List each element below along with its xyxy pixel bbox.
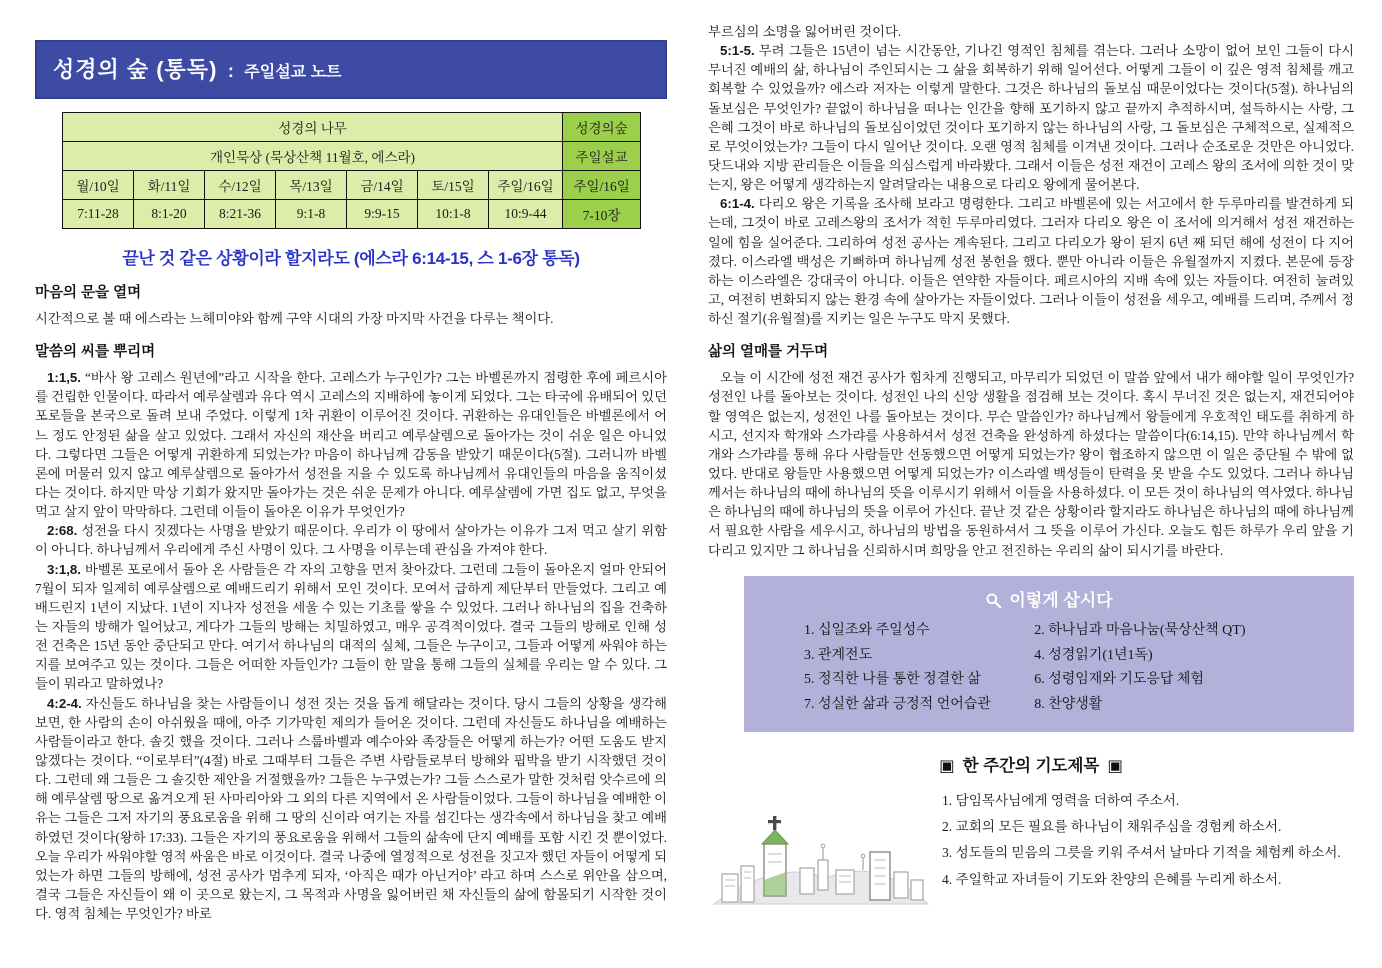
live-box-title-row [744, 586, 1354, 611]
prayer-section [708, 786, 1354, 919]
table-row [63, 142, 641, 171]
prayer-heading [708, 752, 1354, 776]
paragraph-text: “바사 왕 고레스 원년에”라고 시작을 한다. 고레스가 누구인가? 그는 바벨론까지 점령한 후에 페르시아를 건립한 인물이다. 따라서 예루살렘과 유다 역시 고레스의 지배하에 놓이게 되었다. 그는 타국에 유배되어 있던 포로들을 본국으로 돌려 보내 주었다. 이렇게 1차 귀환이 이루어진 것이다. 귀환하는 유대인들은 바벨론에서 어느 정도 안정된 삶을 살고 있었다. 그래서 자신의 재산을 버리고 예루살렘으로 돌아가는 것이 쉬운 일은 아니었다. 그렇다면 그들은 어떻게 귀환하게 되었는가? 마음이 하나님께 감동을 받았기 때문이다(5절). 그러니까 바벨론에 머물러 있지 않고 예루살렘으로 돌아가서 성전을 지을 수 있도록 하나님께서 유대인들의 마음을 움직이셨다는 것이다. 하지만 막상 기회가 왔지만 돌아가는 것은 쉬운 문제가 아니다. 예루살렘에 가면 집도 없고, 무엇을 먹고 살지 앞이 막막하다. 그런데 이들이 돌아온 이유가 무엇인가? [35, 370, 667, 520]
section-heading-open: 마음의 문을 열며 [35, 285, 142, 301]
list-item: 8. 찬양생활 [1034, 697, 1103, 713]
reading-cell: 10:1-8 [418, 200, 489, 229]
day-cell: 수/12일 [205, 171, 276, 200]
day-side-cell: 주일/16일 [563, 171, 641, 200]
section-heading-word: 말씀의 씨를 뿌리며 [35, 344, 156, 361]
square-marker-icon: ▣ [939, 757, 955, 776]
table-row-readings [63, 200, 641, 229]
church-town-illustration [708, 786, 940, 919]
table-row-days [63, 171, 641, 200]
right-column [708, 22, 1354, 919]
prayer-item: 3. 성도들의 믿음의 그릇을 키워 주셔서 날마다 기적을 체험케 하소서. [942, 845, 1341, 861]
paragraph-text: 무려 그들은 15년이 넘는 시간동안, 기나긴 영적인 침체를 겪는다. 그러나 소망이 없어 보인 그들이 다시 무너진 예배의 삶, 하나님이 주인되시는 그 삶을 회복하기 위해 일어선다. 어떻게 그들이 이 깊은 영적 침체를 깨고 회복할 수 있었을까? 에스라 저자는 이렇게 말한다. 그것은 하나님의 돌보심 때문이었다는 것이다(5절). 하나님의 돌보심은 무엇인가? 끝없이 하나님을 떠나는 인간을 향해 포기하지 않고 끝까지 추적하시며, 설득하시는 사랑, 그 은혜 그것이 바로 하나님의 돌보심이었던 것이다 포기하지 않는 하나님의 사랑, 그 돌보심은 구체적으로, 실제적으로 무엇이었는가? 그들이 다시 일어난 것이다. 오랜 영적 침체를 이겨낸 것이다. 그러나 순조로운 것만은 아니었다. 닷드내와 지방 관리들은 이들을 의심스럽게 바라봤다. 그래서 이들은 성전 재건이 고레스 왕의 조서에 의한 것이 맞는지, 왕은 어떻게 생각하는지 알려달라는 내용으로 다리오 왕에게 물어본다. [708, 43, 1354, 193]
sermon-paragraph [35, 368, 667, 521]
live-box-list [744, 619, 1354, 719]
table-row [63, 113, 641, 142]
live-this-way-box [744, 576, 1354, 733]
paragraph-text: 바벨론 포로에서 돌아 온 사람들은 각 자의 고향을 먼저 찾아갔다. 그런데 그들이 돌아온지 얼마 안되어 7월이 되자 일제히 예루살렘으로 예배드리기 위해서 모인 것이다. 모여서 급하게 제단부터 만들었다. 그리고 예배드린지 1년이 지났다. 1년이 지나자 성전을 세울 수 있는 기초를 쌓을 수 있었다. 그러나 하나님의 집을 건축하는 자들의 방해가 일어났고, 게다가 그들의 방해는 치밀하였고, 매우 공격적이었다. 결국 그들의 방해로 인해 성전 건축은 15년 동안 중단되고 만다. 여기서 하나님의 대적의 실체, 그들은 누구이고, 그들과 어떻게 싸워야 하는지를 보여주고 있는 것이다. 그들은 어떠한 자들인가? 그들이 한 말을 통해 그들의 실체를 우리는 알 수 있다. 그들이 뭐라고 말하였나? [35, 561, 667, 692]
list-item: 4. 성경읽기(1년1독) [1034, 647, 1153, 663]
section-open-body: 시간적으로 볼 때 에스라는 느헤미야와 함께 구약 시대의 가장 마지막 사건을 다루는 책이다. [35, 311, 554, 326]
sermon-paragraph [708, 41, 1354, 194]
reading-cell: 7:11-28 [63, 200, 134, 229]
list-item: 3. 관계전도 [804, 647, 873, 663]
sermon-paragraph [708, 194, 1354, 328]
paragraph-text: 다리오 왕은 기록을 조사해 보라고 명령한다. 그리고 바벨론에 있는 서고에서 한 두루마리를 발견하게 되는데, 그것이 바로 고레스왕의 조서가 적힌 두루마리였다. 그러자 다리오 왕은 이 조서에 의거해서 성전 재건하는 일에 힘을 실어준다. 그리하여 성전 공사는 계속된다. 그리고 다리오가 왕이 된지 6년 째 되던 해에 성전이 다 지어졌다. 이스라엘 백성은 기뻐하며 하나님께 성전 봉헌을 했다. 뿐만 아니라 이들은 유월절까지 지켰다. 본문에 등장하는 이스라엘은 강대국이 아니다. 이들은 연약한 자들이다. 페르시아의 지배 속에 있는 자들이다. 여전히 눌려있고, 여전히 변화되지 않는 환경 속에 살아가는 자들이었다. 그러나 이들이 성전을 세우고, 예배를 드리며, 주께서 정하신 절기(유월절)를 지키는 일은 누구도 막지 못했다. [708, 196, 1354, 327]
page-title-banner [35, 40, 667, 99]
reading-cell: 9:1-8 [276, 200, 347, 229]
prayer-item: 4. 주일학교 자녀들이 기도와 찬양의 은혜를 누리게 하소서. [942, 871, 1282, 887]
table-side-cell: 주일설교 [563, 142, 641, 171]
prayer-list [940, 786, 1354, 892]
prayer-title: 한 주간의 기도제목 [962, 757, 1100, 776]
day-cell: 토/15일 [418, 171, 489, 200]
reading-side-cell: 7-10장 [563, 200, 641, 229]
paragraph-text: 성전을 다시 짓겠다는 사명을 받았기 때문이다. 우리가 이 땅에서 살아가는 이유가 그저 먹고 살기 위함이 아니다. 하나님께서 우리에게 주신 사명이 있다. 그 사명을 이루는데 관심을 가져야 한다. [35, 523, 667, 558]
prayer-item: 1. 담임목사님에게 영력을 더하여 주소서. [942, 793, 1180, 809]
live-box-title: 이렇게 삽시다 [1009, 590, 1113, 610]
day-cell: 월/10일 [63, 171, 134, 200]
schedule-table [62, 112, 641, 229]
section-heading-fruit: 삶의 열매를 거두며 [708, 344, 829, 361]
sermon-paragraph [35, 694, 667, 924]
reading-cell: 8:21-36 [205, 200, 276, 229]
verse-ref: 6:1-4. [720, 196, 755, 212]
title-separator: : [227, 61, 234, 81]
list-item: 1. 십일조와 주일성수 [804, 622, 930, 638]
day-cell: 금/14일 [347, 171, 418, 200]
sermon-paragraph-continuation: 부르심의 소명을 잃어버린 것이다. [708, 24, 902, 39]
day-cell: 목/13일 [276, 171, 347, 200]
reading-cell: 9:9-15 [347, 200, 418, 229]
magnifier-icon [985, 592, 1002, 609]
verse-ref: 4:2-4. [47, 695, 82, 711]
list-item: 5. 정직한 나를 통한 정결한 삶 [804, 672, 981, 688]
sermon-paragraph [35, 560, 667, 694]
page-subtitle: 주일설교 노트 [244, 64, 342, 81]
left-column [35, 40, 667, 923]
verse-ref: 3:1,8. [47, 561, 82, 577]
section-fruit-body: 오늘 이 시간에 성전 재건 공사가 힘차게 진행되고, 마무리가 되었던 이 말씀 앞에서 내가 해야할 일이 무엇인가? 성전인 나를 돌아보는 것이다. 성전인 나의 신앙 생활을 점검해 보는 것이다. 혹시 무너진 것은 없는지, 재건되어야할 영역은 없는지, 성전인 나를 돌아보는 것이다. 무슨 말씀인가? 하나님께서 왕들에게 우호적인 태도를 취하게 하시고, 선지자 학개와 스가랴를 사용하셔서 성전 건축을 완성하게 하셨다는 말씀이다(6:14,15). 만약 하나님께서 학개와 스가랴를 통해 유다 사람들만 선동했으면 어떻게 되었는가? 왕이 협조하지 않으면 이 일은 중단될 수 밖에 없었다. 반대로 왕들만 사용했으면 어떻게 되었는가? 이스라엘 백성들이 탄력을 못 받을 수도 있었다. 그러나 하나님께서는 하나님의 때에 하나님의 뜻을 이루시기 위해서 이들을 사용하셨다. 이 모든 것이 하나님의 역사였다. 하나님은 하나님의 때에 하나님의 뜻을 이루어 가신다. 끝난 것 같은 상황이라 할지라도 하나님은 하나님의 때에 하나님께서 필요한 사람을 세우시고, 하나님의 방법을 동원하셔서 그 뜻을 이루어 가신다. 오늘도 힘든 하루가 우리 앞을 기다리고 있지만 그 하나님을 신뢰하시며 희망을 안고 전진하는 우리의 삶이 되시기를 바란다. [708, 370, 1354, 558]
table-subtitle-cell: 개인묵상 (묵상산책 11월호, 에스라) [63, 142, 563, 171]
list-item: 2. 하나님과 마음나눔(묵상산책 QT) [1034, 622, 1246, 638]
table-side-cell: 성경의숲 [563, 113, 641, 142]
paragraph-text: 자신들도 하나님을 찾는 사람들이니 성전 짓는 것을 돕게 해달라는 것이다. 당시 그들의 상황을 생각해보면, 한 사람의 손이 아쉬웠을 때에, 아주 기가막힌 제의가 들어온 것이다. 그런데 자신들도 하나님을 예배하는 사람들이라고 한다. 솔깃 했을 것이다. 그러나 스룹바벨과 예수아와 족장들은 어떻게 하는가? 어떤 도움도 받지 않겠다는 것이다. “이로부터”(4절) 바로 그때부터 그들은 주변 사람들로부터 방해와 핍박을 받기 시작했던 것이다. 그런데 왜 그들은 그 솔깃한 제안을 거절했을까? 그들은 누구였는가? 그들 스스로가 말한 것처럼 앗수르에 의해 예루살렘 땅으로 옮겨오게 된 사마리아와 그 외의 다른 지역에서 온 사람들이었다. 그들이 하나님을 예배한 이유는 그들은 그저 자기의 풍요로움을 위해 그 땅의 신이라 여기는 자를 섬긴다는 생각속에서 하나님을 찾고 예배하였던 것이다(왕하 17:33). 그들은 자기의 풍요로움을 위해서 그들의 삶속에 단지 예배를 포함 시킨 것 뿐이었다. 오늘 우리가 싸워야할 영적 싸움은 바로 이것이다. 결국 나중에 열정적으로 성전을 짓고자 했던 자들이 어떻게 되었는가 하면 그들의 방해에, 성전 공사가 멈추게 되자, ‘아직은 때가 아닌거야’ 라고 하며 스스로 위안을 삼으며, 결국 그들은 자신들이 왜 이 곳으로 왔는지, 그 목적과 사명을 잃어버린 채 자신들의 삶에 함몰되기 시작한 것이다. 영적 침체는 무엇인가? 바로 [35, 695, 667, 922]
verse-ref: 1:1,5. [47, 370, 82, 386]
page-title: 성경의 숲 (통독) [53, 57, 218, 82]
reading-cell: 8:1-20 [134, 200, 205, 229]
table-title-cell: 성경의 나무 [63, 113, 563, 142]
reading-cell: 10:9-44 [489, 200, 563, 229]
day-cell: 주일/16일 [489, 171, 563, 200]
list-item: 7. 성실한 삶과 긍정적 언어습관 [804, 697, 991, 713]
list-item: 6. 성령임재와 기도응답 체험 [1034, 672, 1204, 688]
day-cell: 화/11일 [134, 171, 205, 200]
verse-ref: 2:68. [47, 523, 78, 539]
verse-ref: 5:1-5. [720, 43, 755, 59]
sermon-paragraph [35, 521, 667, 559]
square-marker-icon: ▣ [1107, 757, 1123, 776]
sermon-title: 끝난 것 같은 상황이라 할지라도 (에스라 6:14-15, 스 1-6장 통독) [122, 249, 580, 268]
prayer-item: 2. 교회의 모든 필요를 하나님이 채워주심을 경험케 하소서. [942, 819, 1282, 835]
